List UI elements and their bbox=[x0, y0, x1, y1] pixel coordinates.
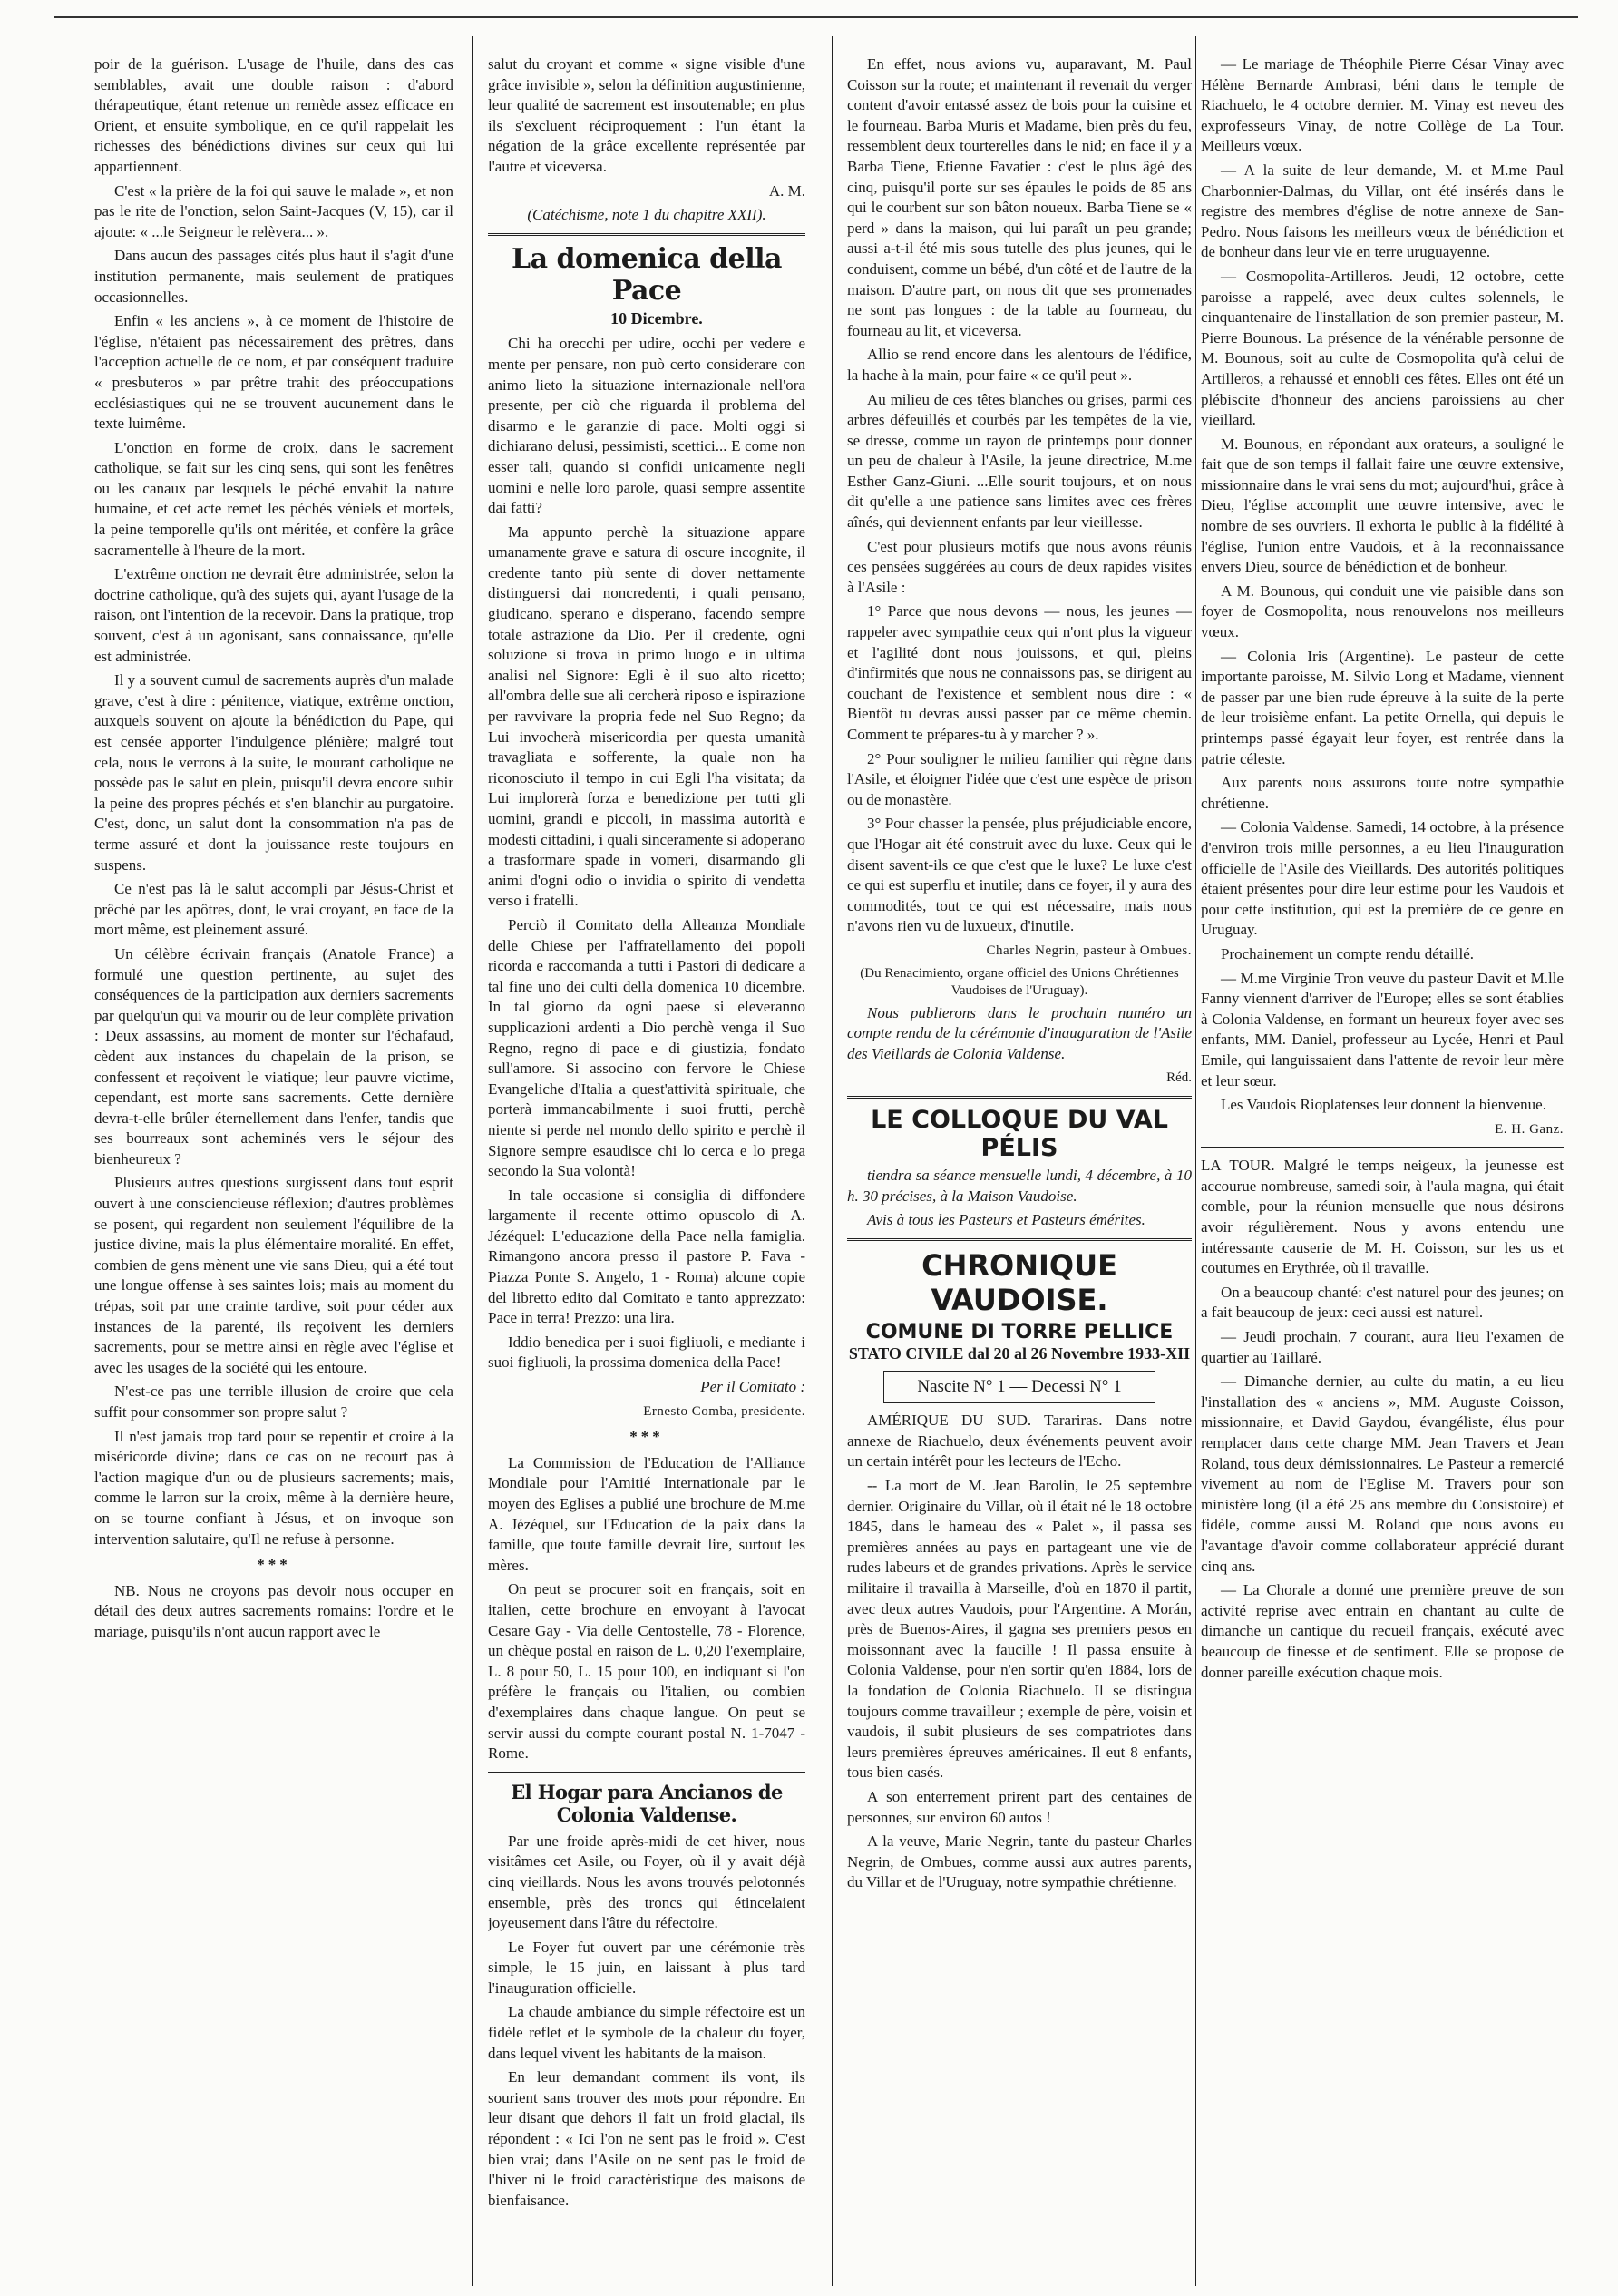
paragraph: Un célèbre écrivain français (Anatole France) a formulé une question pertinente, au sujet des conséquences de la participation aux derniers sacrements par quelqu'un qui va mourir ou de leur complète privation : Deux assassins, au moment de monter sur l'échafaud, cèdent aux instances du chapelain de la prison, se confessent et reçoivent le viatique; leur pauvre victime, cependant, est morte sans sacrements. Cette dernière devra-t-elle brûler éternellement dans l'enfer, tandis que ses bourreaux sont acheminés vers le séjour des bienheureux ? bbox=[94, 944, 453, 1168]
hogar-signature: Charles Negrin, pasteur à Ombues. bbox=[986, 943, 1192, 958]
paragraph: — Colonia Iris (Argentine). Le pasteur de cette importante paroisse, M. Silvio Long et Madame, viennent de passer par une bien rude épreuve à la suite de la perte de leur troisième enfant. La petite Ornella, qui depuis le printemps passé égayait leur foyer, est rentrée dans la patrie céleste. bbox=[1201, 647, 1564, 767]
paragraph: Le Foyer fut ouvert par une cérémonie très simple, le 15 juin, en laissant à plus tard l'inauguration officielle. bbox=[488, 1938, 805, 1997]
paragraph: En effet, nous avions vu, auparavant, M. Paul Coisson sur la route; et maintenant il revenait du verger content d'avoir entassé assez de bois pour la cuisine et le fourneau. Barba Muris et Madame, bien près du feu, ressemblent deux tourterelles dans le nid; en face il y a Barba Tiene, Etienne Favatier : c'est le plus âgé des cinq, puisqu'il porte sur ses épaules le poids de 85 ans qui le courbent sur son bâton noueux. Barba Tiene se « perd » dans la maison, qui lui paraît un peu grande; aussi a-t-il été mis sous tutelle des plus jeunes, qui le conduisent, comme un bébé, d'un côté et de l'autre de la maison. D'autre part, on nous dit que ses promenades ne sont pas longues : de la table au fourneau, du fourneau au lit, et viceversa. bbox=[847, 55, 1192, 339]
paragraph: En leur demandant comment ils vont, ils sourient sans trouver des mots pour répondre. En leur disant que dehors il fait un froid glacial, ils répondent : « Ici l'on ne sent pas le froid ». C'est bien vrai; dans l'Asile on ne sent pas le froid de l'hiver ni le froid caractéristique des maisons de bienfaisance. bbox=[488, 2068, 805, 2209]
pace-article bbox=[488, 334, 805, 1373]
paragraph: A son enterrement prirent part des centaines de personnes, sur environ 60 autos ! bbox=[847, 1787, 1192, 1826]
divider bbox=[847, 1096, 1192, 1099]
la-tour-article bbox=[1201, 1156, 1564, 1683]
paragraph: — Dimanche dernier, au culte du matin, a eu lieu l'installation des « anciens », MM. Auguste Coisson, missionnaire, et David Gaydou, évangéliste, élus pour remplacer dans cette charge MM. Jean Travers et Jean Roland, tous deux démissionnaires. Le Pasteur a remercié vivement au nom de l'Eglise M. Travers pour son ministère long (il a été 25 ans membre du Consistoire) et fidèle, comme aussi M. Roland que nous avons eu l'avantage d'avoir comme collaborateur apprécié durant cinq ans. bbox=[1201, 1373, 1564, 1575]
paragraph: -- La mort de M. Jean Barolin, le 25 septembre dernier. Originaire du Villar, où il était né le 18 octobre 1845, dans le hameau des « Palet », il passa ses premières années au pays en partageant une vie de rudes labeurs et de grandes privations. Après le service militaire il travailla à Marseille, d'où en 1870 il partit, avec deux autres Vaudois, pour l'Argentine. A Morán, près de Buenos-Aires, il gagna ses premiers pesos en moissonnant avec la faucille ! Il passa ensuite à Colonia Valdense, pour n'en sortir qu'en 1884, lors de la fondation de Colonia Riachuelo. Il se distingua toujours comme travailleur ; exemple de père, voisin et vaudois, il subit plusieurs de ses compatriotes dans leurs premières épreuves américaines. Il eut 8 enfants, tous bien casés. bbox=[847, 1477, 1192, 1782]
paragraph: — La Chorale a donné une première preuve de son activité reprise avec entrain en chantant au culte de dimanche un cantique du recueil français, exécuté avec beaucoup de finesse et de sentiment. Elle se propose de donner pareille exécution chaque mois. bbox=[1201, 1581, 1564, 1681]
nb-paragraph: NB. Nous ne croyons pas devoir nous occuper en détail des deux autres sacrements romains: l'ordre et le mariage, puisqu'ils n'ont aucun rapport avec le bbox=[94, 1581, 453, 1640]
redaction-note: Nous publierons dans le prochain numéro un compte rendu de la cérémonie d'inauguration de l'Asile des Vieillards de Colonia Valdense. bbox=[847, 1003, 1192, 1062]
nascite-text: Nascite N° 1 — Decessi N° 1 bbox=[917, 1377, 1122, 1397]
pace-title: La domenica della Pace bbox=[512, 242, 782, 307]
paragraph: Chi ha orecchi per udire, occhi per vedere e mente per pensare, non può certo considerare con animo lieto la situazione internazionale nell'ora presente, per ciò che riguarda il problema del disarmo e le garanzie di pace. Molti oggi si dichiarano delusi, pessimisti, scettici... E come non esser tali, quando si confidi unicamente negli uomini e nelle loro parole, quasi sempre assentite dai fatti? bbox=[488, 335, 805, 517]
paragraph: La Commission de l'Education de l'Alliance Mondiale pour l'Amitié Internationale par le moyen des Eglises a publié une brochure de M.me A. Jézéquel, sur l'Education de la paix dans la famille, que toute famille devrait lire, surtout les mères. bbox=[488, 1453, 805, 1574]
paragraph: Par une froide après-midi de cet hiver, nous visitâmes cet Asile, ou Foyer, où il y avait déjà cinq vieillards. Nous les avons trouvés pelotonnés ensemble, près des troncs qui étincelaient joyeusement dans l'âtre du réfectoire. bbox=[488, 1832, 805, 1932]
paragraph: Ma appunto perchè la situazione appare umanamente grave e satura di oscure incognite, il credente tanto più sente di dover nettamente distinguersi dai noncredenti, i quali pensano, giudicano, sperano e disperano, facendo sempre totale astrazione da Dio. Per il credente, ogni soluzione si trova in primo luogo e in ultima analisi nel Signore: Egli è il suo alto ricetto; all'ombra delle sue ali cercherà riposo e ispirazione per ravvivare la propria fede nel Suo Regno; da Lui invocherà misericordia per questa umanità travagliata e sofferente, la quale non ha riconosciuto il tempo in cui Egli l'ha visitata; da Lui implorerà forza e benedizione per tutti gli uomini, grandi e piccoli, in massima autorità e modesti cittadini, i quali sinceramente si adoperano a trasformare spade in vomeri, disarmando gli animi d'ogni odio o invidia o spirito di vendetta verso i fratelli. bbox=[488, 523, 805, 910]
amerique-continuation bbox=[1201, 54, 1564, 1116]
paragraph: poir de la guérison. L'usage de l'huile, dans des cas semblables, avait une double raison : d'abord thérapeutique, étant retenue un remède assez efficace en Orient, et ensuite symbolique, en ce qu'il rappelait les richesses des bénédictions divines sur ceux qui lui appartiennent. bbox=[94, 55, 453, 175]
paragraph: Plusieurs autres questions surgissent dans tout esprit ouvert à une consciencieuse réflexion; d'autres problèmes se posent, qui regardent non seulement l'équilibre de la justice divine, mais la plus élémentaire moralité. En effet, combien de gens mènent une vie sans Dieu, qui a été tout une longue offense à ses saintes lois; mais au moment du trépas, soit par une crainte tardive, soit pour céder aux instances de la parenté, ils reçoivent les derniers sacrements, pour se mettre ainsi en règle avec l'église et avec les usages de la société qui les entoure. bbox=[94, 1174, 453, 1376]
paragraph: In tale occasione si consiglia di diffondere largamente il recente ottimo opuscolo di A. Jézéquel: L'educazione della Pace nella famiglia. Rimangono ancora presso il pastore P. Fava - Piazza Ponte S. Angelo, 1 - Roma) alcune copie del libretto edito dal Comitato e tanto apprezzato: Pace in terra! Prezzo: una lira. bbox=[488, 1186, 805, 1327]
paragraph: On peut se procurer soit en français, soit en italien, cette brochure en envoyant à l'avocat Cesare Gay - Via delle Centostelle, 78 - Florence, un chèque postal en raison de L. 0,20 l'exemplaire, L. 8 pour 50, L. 15 pour 100, en indiquant si l'on préfère le français ou l'italien, ou combien d'exemplaires dans chaque langue. On peut se servir aussi du compte courant postal N. 1-7047 - Rome. bbox=[488, 1580, 805, 1763]
divider bbox=[488, 1772, 805, 1773]
col2-intro: salut du croyant et comme « signe visible d'une grâce invisible », selon la définition augustinienne, leur qualité de sacrement est insoutenable; en plus ils s'excluent réciproquement : l'un étant la négation de la grâce excellente représentée par l'autre et viceversa. bbox=[488, 55, 805, 175]
pace-signature-line1: Per il Comitato : bbox=[700, 1378, 805, 1396]
paragraph: Les Vaudois Rioplatenses leur donnent la bienvenue. bbox=[1221, 1096, 1546, 1114]
amerique-article bbox=[847, 1411, 1192, 1893]
column-4 bbox=[1201, 54, 1564, 2268]
paragraph: Dans aucun des passages cités plus haut il s'agit d'une institution permanente, mais seulement de pratiques occasionnelles. bbox=[94, 247, 453, 306]
paragraph: On a beaucoup chanté: c'est naturel pour des jeunes; on a fait beaucoup de jeux: ceci aussi est naturel. bbox=[1201, 1283, 1564, 1322]
col2-intro-signature: A. M. bbox=[768, 181, 805, 200]
paragraph: Allio se rend encore dans les alentours de l'édifice, la hache à la main, pour faire « ce qu'il peut ». bbox=[847, 346, 1192, 384]
paragraph: — M.me Virginie Tron veuve du pasteur Davit et M.lle Fanny viennent d'arriver de l'Europe; elles se sont établies à Colonia Valdense, en formant un heureux foyer avec ses enfants, MM. Daniel, professeur au Lycée, Henri et Paul Emile, qui languissaient dans l'attente de revoir leur mère et leur sœur. bbox=[1201, 969, 1564, 1089]
pace-date: 10 Dicembre. bbox=[610, 308, 703, 327]
paragraph: 1° Parce que nous devons — nous, les jeunes — rappeler avec sympathie ceux qui n'ont plus la vigueur et l'agilité dont nous jouissons, et qui, pleins d'infirmités que nous ne connaissons pas, se dirigent au couchant de l'existence et semblent nous dire : « Bientôt tu devras aussi passer par ce même chemin. Comment te prépares-tu à y marcher ? ». bbox=[847, 602, 1192, 743]
paragraph: Iddio benedica per i suoi figliuoli, e mediante i suoi figliuoli, la prossima domenica della Pace! bbox=[488, 1333, 805, 1372]
section-stars: *** bbox=[257, 1556, 291, 1574]
paragraph: Prochainement un compte rendu détaillé. bbox=[1221, 944, 1474, 962]
col2-intro-reference: (Catéchisme, note 1 du chapitre XXII). bbox=[527, 206, 766, 224]
paragraph: 3° Pour chasser la pensée, plus préjudiciable encore, que l'Hogar ait été construit avec du luxe. Ceux qui le disent savent-ils ce que c'est que le luxe? Le luxe c'est ce qui est superflu et inutile; dans ce foyer, il y aura des commodités, tout ce qui est nécessaire, mais nous n'avons rien vu de luxueux, d'inutile. bbox=[847, 815, 1192, 935]
column-rule-1 bbox=[472, 36, 473, 2286]
hogar-source: (Du Renacimiento, organe officiel des Unions Chrétiennes Vaudoises de l'Uruguay). bbox=[860, 965, 1179, 998]
colloque-notice: tiendra sa séance mensuelle lundi, 4 décembre, à 10 h. 30 précises, à la Maison Vaudoise. bbox=[847, 1166, 1192, 1205]
paragraph: AMÉRIQUE DU SUD. Tarariras. Dans notre annexe de Riachuelo, deux événements peuvent avoir un certain intérêt pour les lecteurs de l'Echo. bbox=[847, 1412, 1192, 1470]
nascite-box bbox=[883, 1371, 1155, 1403]
paragraph: Ce n'est pas là le salut accompli par Jésus-Christ et prêché par les apôtres, dont, le vrai croyant, en face de la mort même, est pleinement assuré. bbox=[94, 880, 453, 939]
divider bbox=[488, 233, 805, 236]
col1-article bbox=[94, 54, 453, 1549]
paragraph: Au milieu de ces têtes blanches ou grises, parmi ces arbres défeuillés et courbés par les tempêtes de la vie, se dresse, comme un rayon de printemps pour donner un peu de chaleur à l'Asile, la jeune directrice, M.me Esther Ganz-Giuni. ...Elle sourit toujours, et on nous dit qu'elle a une patience sans limites avec ces frères aînés, qui deviennent enfants par leur vieillesse. bbox=[847, 390, 1192, 532]
paragraph: C'est pour plusieurs motifs que nous avons réunis ces pensées suggérées au cours de deux rapides visites à l'Asile : bbox=[847, 537, 1192, 596]
column-2 bbox=[488, 54, 805, 2268]
paragraph: Aux parents nous assurons toute notre sympathie chrétienne. bbox=[1201, 774, 1564, 812]
divider bbox=[1201, 1147, 1564, 1148]
commission-article bbox=[488, 1453, 805, 1764]
paragraph: — Colonia Valdense. Samedi, 14 octobre, à la présence d'environ trois mille personnes, a eu lieu l'inauguration officielle de l'Asile des Vieillards. Des autorités politiques étaient présentes pour dire leur estime pour les Vaudois et pour cette institution, qui est la première de ce genre en Uruguay. bbox=[1201, 818, 1564, 939]
ganz-signature: E. H. Ganz. bbox=[1495, 1121, 1564, 1137]
chronique-title: CHRONIQUE VAUDOISE. bbox=[921, 1247, 1117, 1317]
column-rule-2 bbox=[832, 36, 833, 2286]
paragraph: Enfin « les anciens », à ce moment de l'histoire de l'église, n'étaient pas nécessairement des prêtres, dans l'acception actuelle de ce nom, et par conséquent traduire « presbuteros » par prêtre trahit des préoccupations ecclésiastiques qui ne se trouvent aucunement dans le texte luimême. bbox=[94, 312, 453, 433]
stato-civile: STATO CIVILE dal 20 al 26 Novembre 1933-XII bbox=[848, 1343, 1191, 1363]
hogar-title: El Hogar para Ancianos de Colonia Valdense. bbox=[511, 1780, 783, 1826]
column-3 bbox=[847, 54, 1192, 2268]
paragraph: LA TOUR. Malgré le temps neigeux, la jeunesse est accourue nombreuse, samedi soir, à l'aula magna, qui était comble, pour la réunion mensuelle que nous désirons avoir régulièrement. Nous y avons entendu une intéressante causerie de M. H. Coisson, sur les us et coutumes en Erythrée, où il travaille. bbox=[1201, 1157, 1564, 1277]
hogar-article bbox=[488, 1832, 805, 2212]
paragraph: — A la suite de leur demande, M. et M.me Paul Charbonnier-Dalmas, du Villar, ont été insérés dans le registre des membres d'église de notre annexe de San-Pedro. Nous faisons les meilleurs vœux de bénédiction et de bonheur dans leur vie en terre uruguayenne. bbox=[1201, 161, 1564, 261]
paragraph: La chaude ambiance du simple réfectoire est un fidèle reflet et le symbole de la chaleur du foyer, dans lequel vivent les habitants de la maison. bbox=[488, 2003, 805, 2062]
top-rule bbox=[54, 16, 1578, 18]
paragraph: — Jeudi prochain, 7 courant, aura lieu l'examen de quartier au Taillaré. bbox=[1201, 1328, 1564, 1366]
paragraph: — Le mariage de Théophile Pierre César Vinay avec Hélène Bernarde Ambrasi, béni dans le temple de Riachuelo, le 4 octobre dernier. M. Vinay est neveu des exprofesseurs Vinay, de notre Collège de La Tour. Meilleurs vœux. bbox=[1201, 55, 1564, 155]
colloque-notice-2: Avis à tous les Pasteurs et Pasteurs émérites. bbox=[867, 1211, 1145, 1229]
section-stars: *** bbox=[629, 1428, 664, 1446]
colloque-title: LE COLLOQUE DU VAL PÉLIS bbox=[871, 1105, 1168, 1162]
paragraph: L'onction en forme de croix, dans le sacrement catholique, se fait sur les cinq sens, qui sont les fenêtres ou les canaux par lesquels le péché envahit la nature humaine, et cet acte remet les péchés véniels et mortels, la peine temporelle qu'ils ont méritée, et confère la grâce sacramentelle à l'heure de la mort. bbox=[94, 438, 453, 559]
hogar-continuation bbox=[847, 54, 1192, 937]
paragraph: N'est-ce pas une terrible illusion de croire que cela suffit pour consommer son propre salut ? bbox=[94, 1382, 453, 1421]
divider bbox=[847, 1238, 1192, 1241]
pace-signature-line2: Ernesto Comba, presidente. bbox=[643, 1403, 805, 1419]
paragraph: 2° Pour souligner le milieu familier qui règne dans l'Asile, et éloigner l'idée que c'est une espèce de prison ou de monastère. bbox=[847, 749, 1192, 808]
paragraph: A la veuve, Marie Negrin, tante du pasteur Charles Negrin, de Ombues, comme aussi aux autres parents, du Villar et de l'Uruguay, notre sympathie chrétienne. bbox=[847, 1832, 1192, 1891]
redaction-signature: Réd. bbox=[1166, 1070, 1192, 1086]
paragraph: A M. Bounous, qui conduit une vie paisible dans son foyer de Cosmopolita, nous renouvelons nos meilleurs vœux. bbox=[1201, 581, 1564, 641]
paragraph: — Cosmopolita-Artilleros. Jeudi, 12 octobre, cette paroisse a rappelé, avec deux cultes solennels, le cinquantenaire de l'installation de son premier pasteur, M. Pierre Bounous. La présence de la vénérable personne de M. Bounous, soit au culte de Cosmopolita qu'à celui de Artilleros, a rehaussé et ennobli ces fêtes. Elles ont été un plébiscite d'honneur des anciens paroissiens au cher vieillard. bbox=[1201, 267, 1564, 429]
paragraph: C'est « la prière de la foi qui sauve le malade », et non pas le rite de l'onction, selon Saint-Jacques (V, 15), car il ajoute: « ...le Seigneur le relèvera... ». bbox=[94, 181, 453, 240]
column-1 bbox=[94, 54, 453, 2268]
paragraph: Il n'est jamais trop tard pour se repentir et croire à la miséricorde divine; dans ce cas on ne recourt pas à l'action magique d'un ou de plusieurs sacrements; mais, comme le larron sur la croix, même à la dernière heure, on se tourne confiant à Jésus, et on invoque son intervention salutaire, qu'Il ne refuse à personne. bbox=[94, 1427, 453, 1548]
paragraph: L'extrême onction ne devrait être administrée, selon la doctrine catholique, qu'à des sujets qui, ayant l'usage de la raison, ont l'intention de la recevoir. Dans la pratique, trop souvent, c'est à un agonisant, sans connaissance, qu'elle est administrée. bbox=[94, 565, 453, 665]
paragraph: Il y a souvent cumul de sacrements auprès d'un malade grave, c'est à dire : pénitence, viatique, extrême onction, auxquels souvent on ajoute la bénédiction du Pape, qui est censée apporter l'indulgence plénière; malgré tout cela, nous le verrons à la suite, le mourant catholique ne possède pas le salut en plein, puisqu'il devra encore subir la peine des propres péchés et s'en blanchir au purgatoire. C'est, donc, un salut dont la consommation n'a pas de terme assuré et dont la jouissance reste toujours en suspens. bbox=[94, 671, 453, 874]
paragraph: M. Bounous, en répondant aux orateurs, a souligné le fait que de son temps il fallait faire une œuvre extensive, missionnaire dans le vrai sens du mot; aujourd'hui, grâce à Dieu, l'église accomplit une œuvre intensive, avec le nombre de ses ouvriers. Il exhorta le public à la fidélité à l'église, l'union entre Vaudois, et à la reconnaissance envers Dieu, source de bénédiction et de bonheur. bbox=[1201, 435, 1564, 576]
column-rule-3 bbox=[1195, 36, 1196, 2286]
comune-title: COMUNE DI TORRE PELLICE bbox=[865, 1320, 1174, 1343]
paragraph: Perciò il Comitato della Allеanza Mondiale delle Chiese per l'affratellamento dei popoli ricorda e raccomanda a tutti i Pastori di dedicare a tal fine uno dei culti della domenica 10 dicembre. In tal giorno da ogni paese si eleveranno supplicazioni ardenti a Dio perchè venga il Suo Regno, regno di pace e di giustizia, fondato sull'amore. Si associno con fervore le Chiese Evangeliche d'Italia a quest'attività spirituale, che porterà immancabilmente i suoi frutti, perchè niente si perde nel mondo dello spirito e perchè il Signore sempre esaudisce chi lo cerca e lo prega secondo la Sua volontà! bbox=[488, 915, 805, 1180]
